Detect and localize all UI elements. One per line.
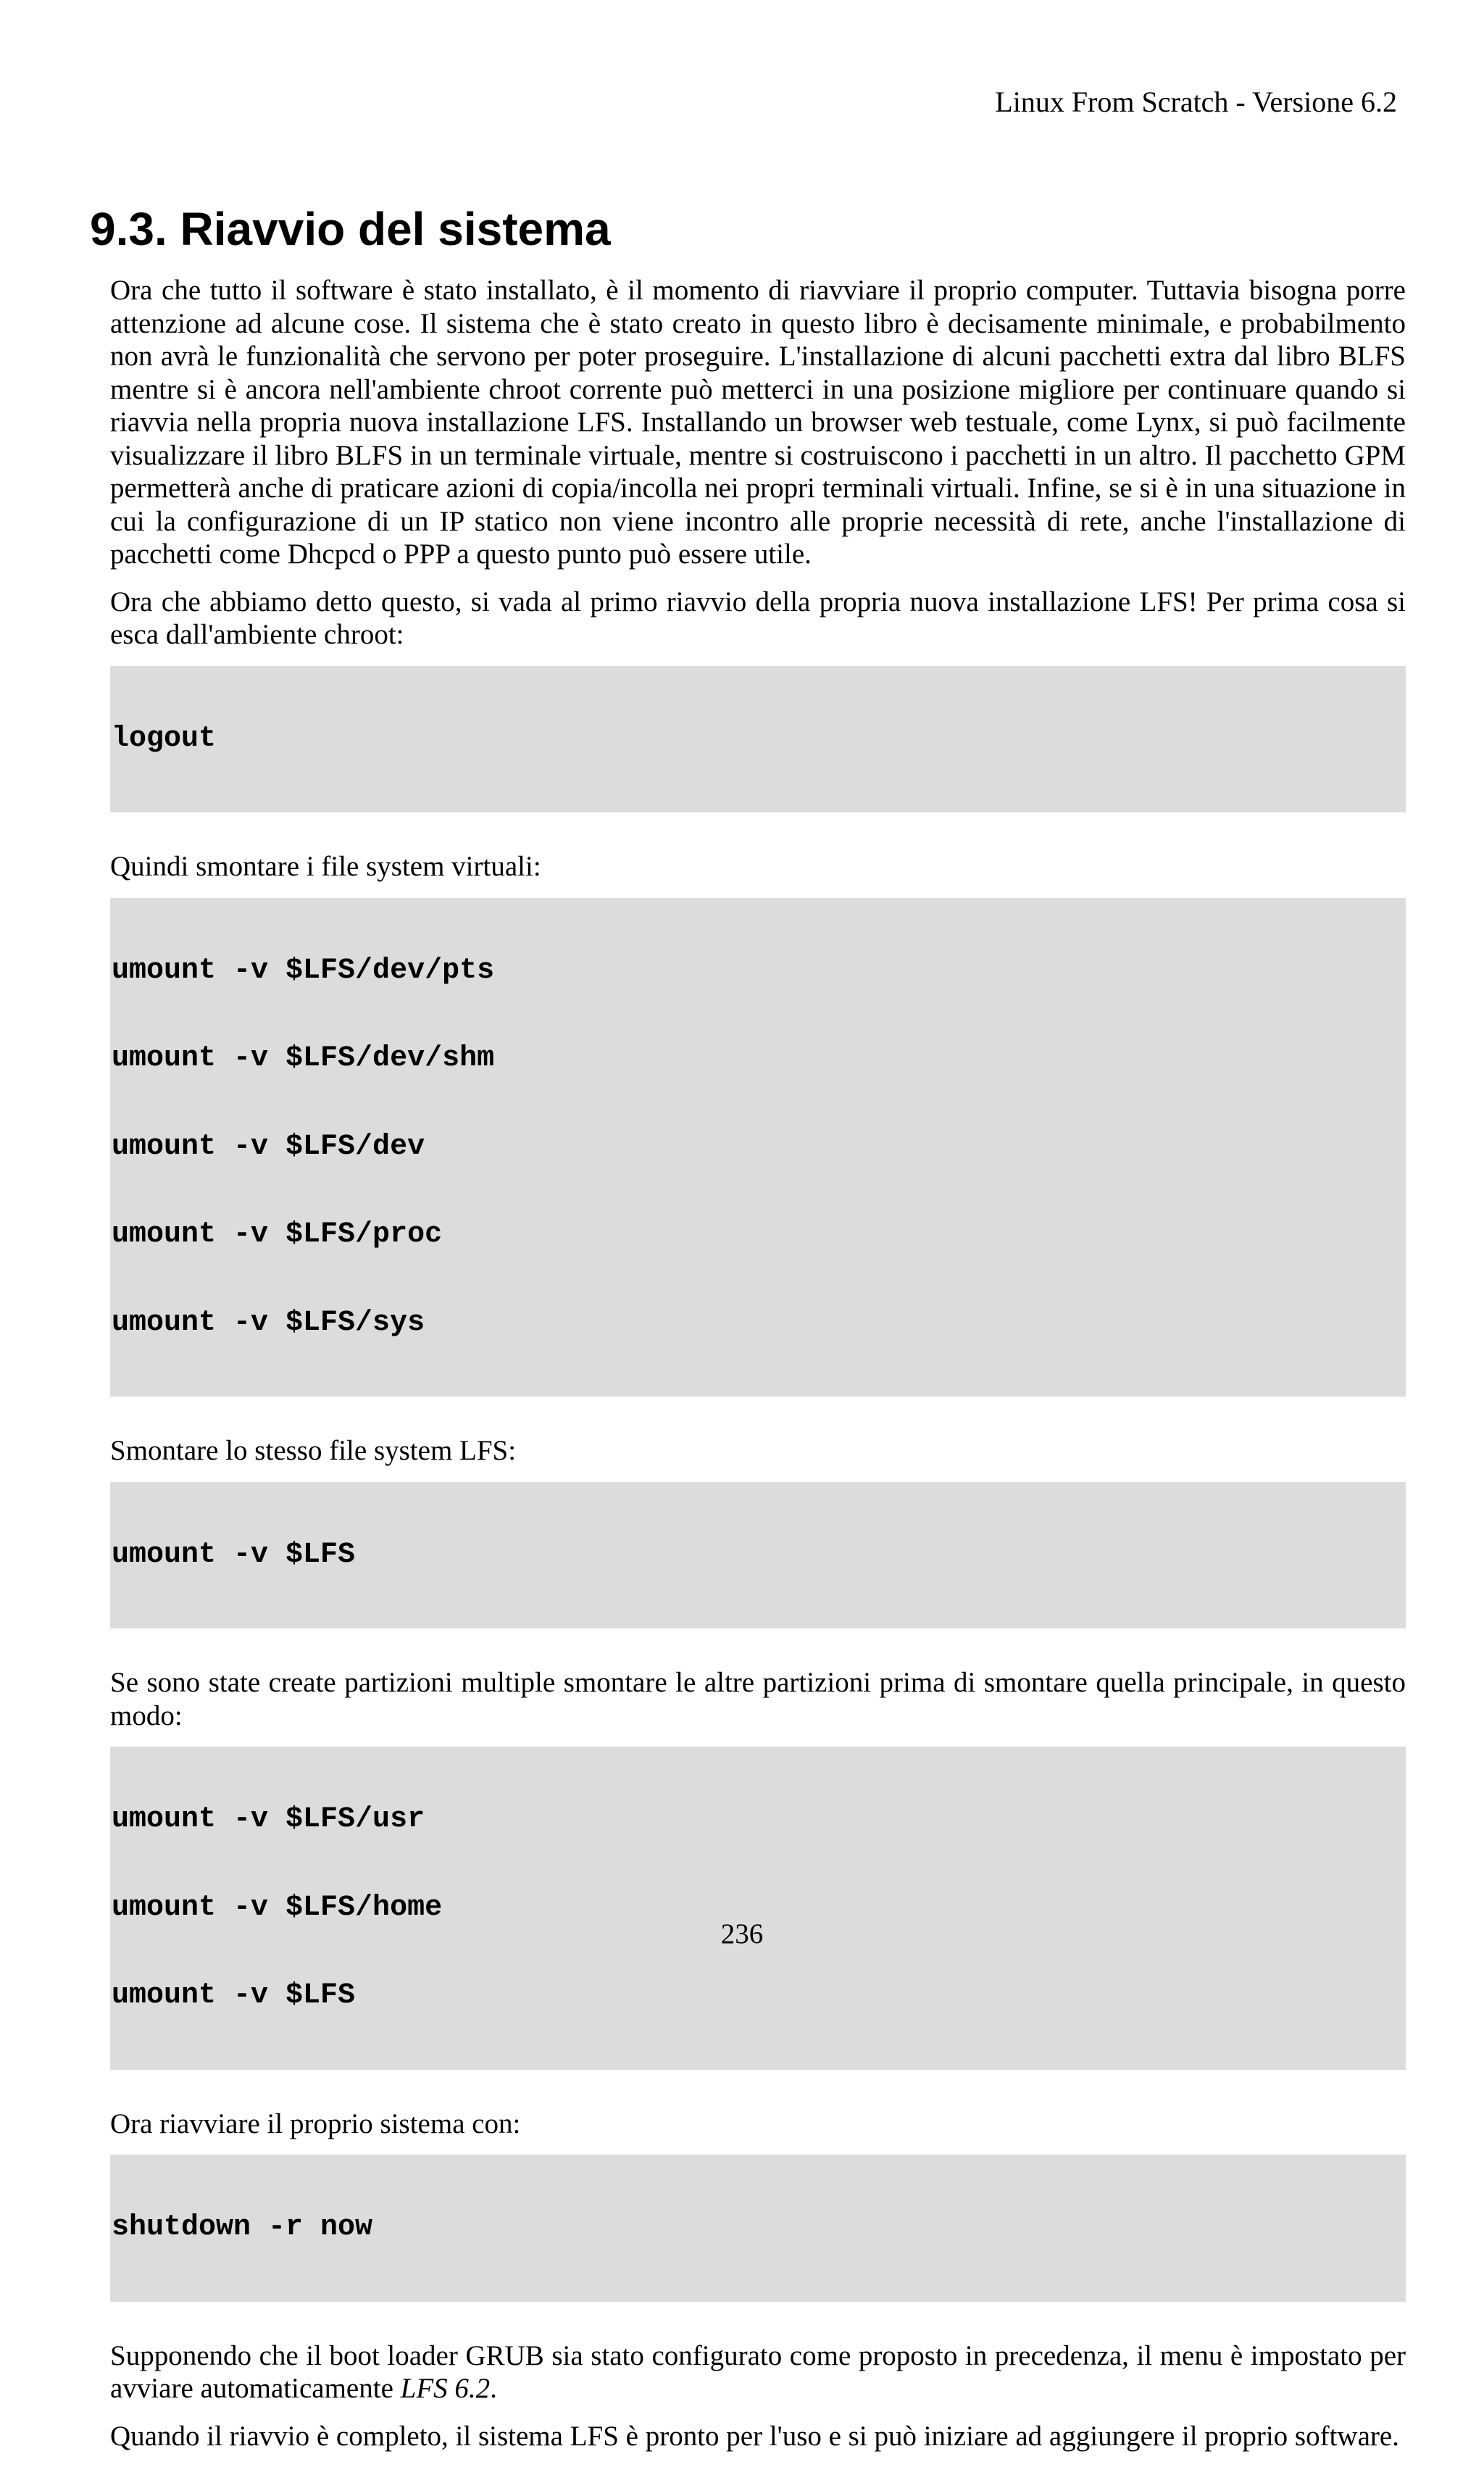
page-number: 236 <box>720 1918 764 1950</box>
paragraph-exit-chroot: Ora che abbiamo detto questo, si vada al primo riavvio della propria nuova installazione LFS! Per prima cosa si esca dall'ambiente chroot: <box>110 586 1406 650</box>
paragraph-grub-emphasis: LFS 6.2 <box>400 2373 491 2404</box>
code-line: umount -v $LFS/dev <box>112 1130 425 1163</box>
code-line: umount -v $LFS/proc <box>112 1218 443 1251</box>
code-block-shutdown <box>110 2155 1406 2302</box>
section-body <box>110 274 1406 2467</box>
code-line: umount -v $LFS/dev/pts <box>112 954 495 987</box>
paragraph-grub-end: . <box>490 2373 497 2404</box>
code-block-unmount-virtual <box>110 898 1406 1397</box>
section-title: 9.3. Riavvio del sistema <box>90 203 611 255</box>
code-block-unmount-lfs <box>110 1482 1406 1629</box>
paragraph-intro: Ora che tutto il software è stato installato, è il momento di riavviare il proprio computer. Tuttavia bisogna porre attenzione ad alcune cose. Il sistema che è stato creato in questo libro è decisamente minimale, e probabilmento non avrà le funzionalità che servono per poter proseguire. L'installazione di alcuni pacchetti extra dal libro BLFS mentre si è ancora nell'ambiente chroot corrente può metterci in una posizione migliore per continuare quando si riavvia nella propria nuova installazione LFS. Installando un browser web testuale, come Lynx, si può facilmente visualizzare il libro BLFS in un terminale virtuale, mentre si costruiscono i pacchetti in un altro. Il pacchetto GPM permetterà anche di praticare azioni di copia/incolla nei propri terminali virtuali. Infine, se si è in una situazione in cui la configurazione di un IP statico non viene incontro alle proprie necessità di rete, anche l'installazione di pacchetti come Dhcpcd o PPP a questo punto può essere utile. <box>110 275 1406 570</box>
code-line: umount -v $LFS/sys <box>112 1306 425 1339</box>
code-line: umount -v $LFS <box>112 1979 356 2012</box>
paragraph-grub-text: Supponendo che il boot loader GRUB sia stato configurato come proposto in precedenza, il menu è impostato per avviare automaticamente <box>110 2339 1406 2404</box>
running-header: Linux From Scratch - Versione 6.2 <box>995 86 1397 118</box>
code-block-logout <box>110 666 1406 813</box>
code-line: shutdown -r now <box>112 2211 373 2244</box>
paragraph-multiple-partitions: Se sono state create partizioni multiple smontare le altre partizioni prima di smontare quella principale, in questo modo: <box>110 1667 1406 1731</box>
code-line: logout <box>112 722 217 755</box>
code-block-unmount-partitions <box>110 1747 1406 2070</box>
paragraph-unmount-virtual: Quindi smontare i file system virtuali: <box>110 851 541 882</box>
paragraph-reboot: Ora riavviare il proprio sistema con: <box>110 2108 521 2139</box>
code-line: umount -v $LFS/usr <box>112 1803 425 1836</box>
paragraph-complete: Quando il riavvio è completo, il sistema LFS è pronto per l'uso e si può iniziare ad aggiungere il proprio software. <box>110 2420 1399 2452</box>
code-line: umount -v $LFS <box>112 1538 356 1571</box>
code-line: umount -v $LFS/dev/shm <box>112 1042 495 1075</box>
paragraph-grub <box>110 2339 1406 2405</box>
paragraph-unmount-lfs: Smontare lo stesso file system LFS: <box>110 1435 517 1466</box>
code-line: umount -v $LFS/home <box>112 1891 443 1924</box>
